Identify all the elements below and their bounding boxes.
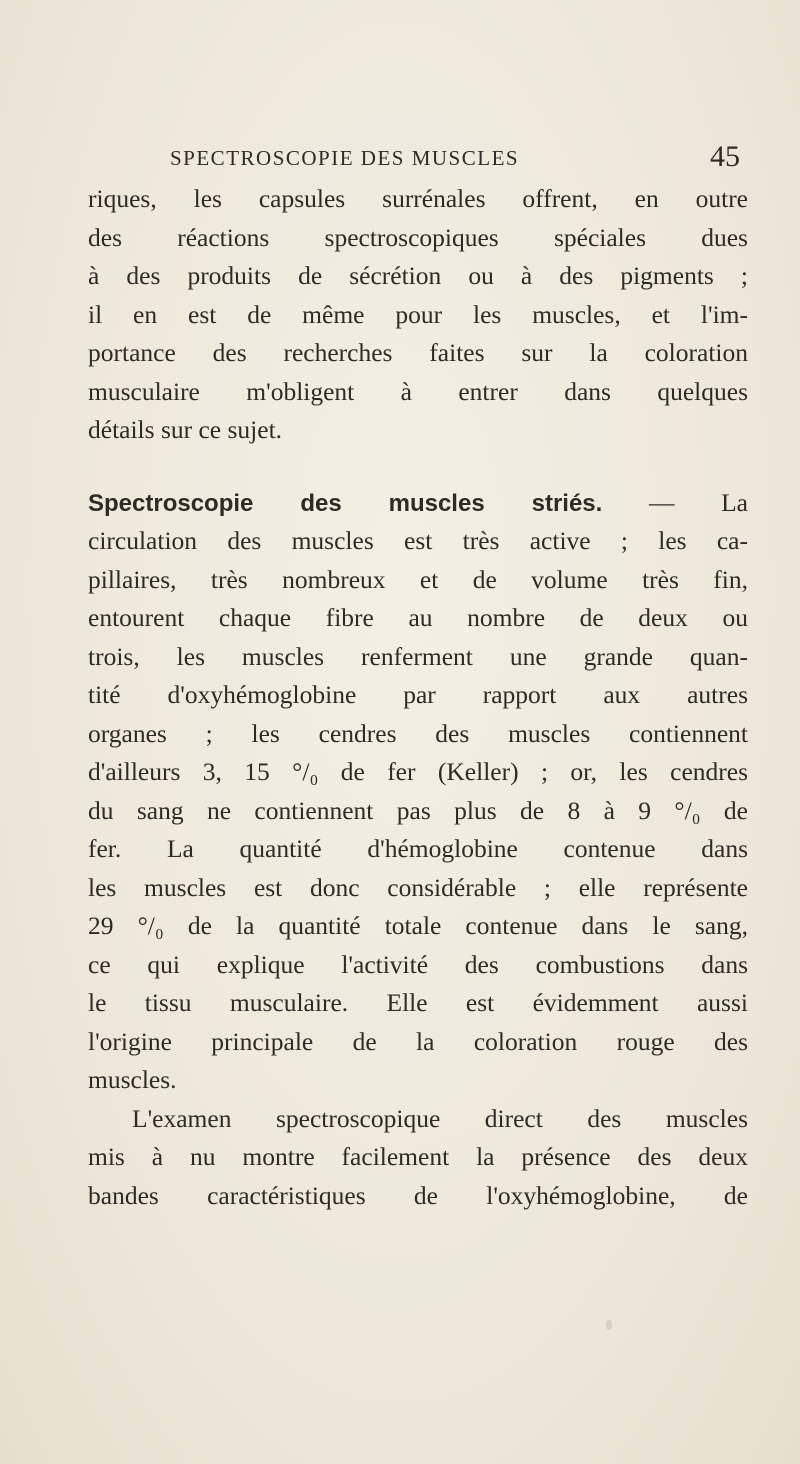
section-heading-line xyxy=(88,484,748,523)
text-line: L'examen spectroscopique direct des muscles xyxy=(132,1103,748,1133)
paragraph-3 xyxy=(88,1100,748,1216)
running-head xyxy=(170,140,740,180)
text-line: tité d'oxyhémoglobine par rapport aux autres xyxy=(88,680,748,709)
page-number: 45 xyxy=(710,140,740,173)
text-line: trois, les muscles renferment une grande quan- xyxy=(88,641,748,671)
text-line: portance des recherches faites sur la coloration xyxy=(88,338,748,367)
text-line: entourent chaque fibre au nombre de deux ou xyxy=(88,603,748,632)
text-line: à des produits de sécrétion ou à des pigments ; xyxy=(88,261,748,290)
text-line: mis à nu montre facilement la présence des deux xyxy=(88,1142,748,1171)
text-line: il en est de même pour les muscles, et l'im- xyxy=(88,299,748,329)
text-line: le tissu musculaire. Elle est évidemment aussi xyxy=(88,988,748,1017)
text-line: musculaire m'obligent à entrer dans quelques xyxy=(88,376,748,406)
text-line: muscles. xyxy=(88,1065,177,1094)
text-line: riques, les capsules surrénales offrent, en outre xyxy=(88,184,748,213)
text-line: détails sur ce sujet. xyxy=(88,415,283,444)
text-line: les muscles est donc considérable ; elle représente xyxy=(88,872,748,902)
body-text xyxy=(88,180,748,1215)
section-striated-muscles xyxy=(88,484,748,1100)
running-title: SPECTROSCOPIE DES MUSCLES xyxy=(170,146,520,170)
text-line: circulation des muscles est très active ; les ca- xyxy=(88,526,748,555)
text-line: pillaires, très nombreux et de volume très fin, xyxy=(88,564,748,594)
paper-speck xyxy=(606,1320,612,1330)
text-line: bandes caractéristiques de l'oxyhémoglobine, de xyxy=(88,1180,748,1210)
text-line: ce qui explique l'activité des combustions dans xyxy=(88,949,748,979)
paragraph-1 xyxy=(88,180,748,450)
text-line: fer. La quantité d'hémoglobine contenue dans xyxy=(88,834,748,863)
section-heading: Spectroscopie des muscles striés. xyxy=(88,489,603,517)
text-line: des réactions spectroscopiques spéciales dues xyxy=(88,222,748,252)
text-line: du sang ne contiennent pas plus de 8 à 9 °/₀ de xyxy=(88,795,748,825)
text-line: l'origine principale de la coloration rouge des xyxy=(88,1026,748,1056)
text-line: 29 °/₀ de la quantité totale contenue dans le sang, xyxy=(88,911,748,940)
section-heading-continuation: — La xyxy=(602,487,748,517)
text-line: d'ailleurs 3, 15 °/₀ de fer (Keller) ; or, les cendres xyxy=(88,757,748,786)
text-line: organes ; les cendres des muscles contiennent xyxy=(88,718,748,748)
paragraph-gap xyxy=(88,450,748,484)
